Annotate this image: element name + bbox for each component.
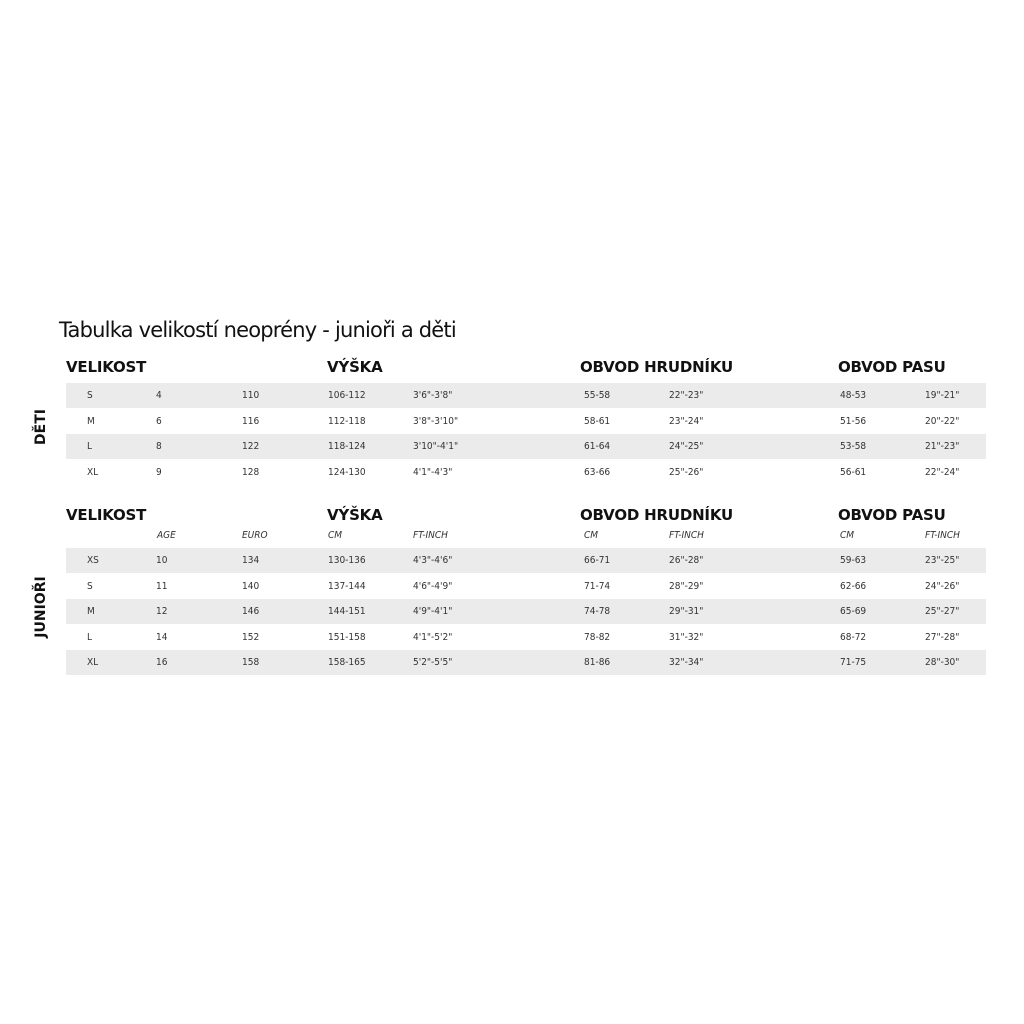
cell-chest-cm: 61-64 — [584, 441, 611, 452]
cell-euro: 152 — [242, 631, 260, 643]
cell-age: 8 — [156, 441, 162, 452]
cell-age: 9 — [156, 466, 162, 478]
cell-waist-ft-inch: 22"-24" — [925, 466, 960, 478]
cell-chest-ft-inch: 24"-25" — [669, 441, 704, 452]
cell-age: 12 — [156, 606, 168, 617]
table-row — [66, 599, 986, 624]
cell-chest-ft-inch: 32"-34" — [669, 657, 704, 668]
cell-size: S — [87, 390, 93, 401]
table-row — [66, 548, 986, 573]
table-row — [66, 574, 986, 599]
cell-height-ft-inch: 3'6"-3'8" — [413, 390, 453, 401]
cell-waist-cm: 68-72 — [840, 631, 867, 643]
cell-waist-ft-inch: 28"-30" — [925, 657, 960, 668]
table-row — [66, 409, 986, 434]
page-title: Tabulka velikostí neoprény - junioři a děti — [59, 318, 456, 342]
cell-waist-cm: 51-56 — [840, 415, 867, 427]
cell-chest-cm: 81-86 — [584, 657, 611, 668]
column-header-obvod-hrudniku-juniori: OBVOD HRUDNÍKU — [580, 506, 733, 524]
cell-height-ft-inch: 4'3"-4'6" — [413, 555, 453, 566]
cell-waist-ft-inch: 23"-25" — [925, 555, 960, 566]
cell-euro: 128 — [242, 466, 260, 478]
cell-waist-cm: 65-69 — [840, 606, 867, 617]
cell-size: S — [87, 580, 93, 592]
column-header-velikost-juniori: VELIKOST — [66, 506, 147, 524]
cell-waist-cm: 71-75 — [840, 657, 867, 668]
cell-height-ft-inch: 4'9"-4'1" — [413, 606, 453, 617]
cell-age: 6 — [156, 415, 162, 427]
column-header-vyska-juniori: VÝŠKA — [327, 506, 383, 524]
cell-height-ft-inch: 5'2"-5'5" — [413, 657, 453, 668]
cell-height-ft-inch: 4'1"-4'3" — [413, 466, 453, 478]
cell-height-cm: 151-158 — [328, 631, 366, 643]
column-header-vyska: VÝŠKA — [327, 358, 383, 376]
table-row — [66, 383, 986, 408]
column-header-obvod-pasu-juniori: OBVOD PASU — [838, 506, 946, 524]
cell-chest-cm: 66-71 — [584, 555, 611, 566]
cell-size: M — [87, 415, 95, 427]
cell-euro: 140 — [242, 580, 260, 592]
cell-waist-ft-inch: 20"-22" — [925, 415, 960, 427]
cell-height-cm: 124-130 — [328, 466, 366, 478]
table-row — [66, 434, 986, 459]
table-row — [66, 625, 986, 650]
cell-euro: 146 — [242, 606, 260, 617]
cell-chest-ft-inch: 29"-31" — [669, 606, 704, 617]
cell-age: 4 — [156, 390, 162, 401]
cell-waist-cm: 56-61 — [840, 466, 867, 478]
column-header-velikost: VELIKOST — [66, 358, 147, 376]
sub-header-height-ft-inch: FT-INCH — [413, 530, 448, 541]
cell-waist-cm: 48-53 — [840, 390, 867, 401]
sub-header-euro: EURO — [242, 530, 268, 541]
cell-waist-ft-inch: 24"-26" — [925, 580, 960, 592]
cell-chest-ft-inch: 31"-32" — [669, 631, 704, 643]
cell-height-ft-inch: 3'10"-4'1" — [413, 441, 459, 452]
cell-chest-cm: 78-82 — [584, 631, 611, 643]
cell-chest-ft-inch: 23"-24" — [669, 415, 704, 427]
cell-height-cm: 144-151 — [328, 606, 366, 617]
cell-size: L — [87, 441, 93, 452]
cell-chest-cm: 55-58 — [584, 390, 611, 401]
cell-height-cm: 130-136 — [328, 555, 366, 566]
table-row — [66, 650, 986, 675]
cell-waist-ft-inch: 19"-21" — [925, 390, 960, 401]
table-row — [66, 460, 986, 485]
cell-height-cm: 106-112 — [328, 390, 366, 401]
cell-age: 11 — [156, 580, 168, 592]
cell-waist-cm: 53-58 — [840, 441, 867, 452]
cell-age: 10 — [156, 555, 168, 566]
cell-height-ft-inch: 3'8"-3'10" — [413, 415, 459, 427]
sub-header-age: AGE — [157, 530, 176, 541]
cell-waist-ft-inch: 25"-27" — [925, 606, 960, 617]
cell-euro: 134 — [242, 555, 260, 566]
cell-size: XL — [87, 466, 99, 478]
cell-height-ft-inch: 4'1"-5'2" — [413, 631, 453, 643]
cell-height-ft-inch: 4'6"-4'9" — [413, 580, 453, 592]
cell-size: XL — [87, 657, 99, 668]
cell-chest-ft-inch: 28"-29" — [669, 580, 704, 592]
cell-age: 14 — [156, 631, 168, 643]
cell-euro: 158 — [242, 657, 260, 668]
cell-chest-cm: 63-66 — [584, 466, 611, 478]
cell-height-cm: 158-165 — [328, 657, 366, 668]
sub-header-height-cm: CM — [328, 530, 343, 541]
cell-waist-cm: 62-66 — [840, 580, 867, 592]
cell-chest-ft-inch: 22"-23" — [669, 390, 704, 401]
column-header-obvod-hrudniku: OBVOD HRUDNÍKU — [580, 358, 733, 376]
column-header-obvod-pasu: OBVOD PASU — [838, 358, 946, 376]
cell-waist-ft-inch: 27"-28" — [925, 631, 960, 643]
cell-chest-cm: 74-78 — [584, 606, 611, 617]
cell-height-cm: 118-124 — [328, 441, 366, 452]
section-label-juniori: JUNIOŘI — [33, 576, 49, 638]
sub-header-chest-ft-inch: FT-INCH — [669, 530, 704, 541]
cell-size: M — [87, 606, 95, 617]
sub-header-waist-ft-inch: FT-INCH — [925, 530, 960, 541]
cell-chest-cm: 71-74 — [584, 580, 611, 592]
cell-height-cm: 137-144 — [328, 580, 366, 592]
cell-chest-ft-inch: 26"-28" — [669, 555, 704, 566]
cell-euro: 122 — [242, 441, 260, 452]
cell-size: XS — [87, 555, 99, 566]
cell-chest-ft-inch: 25"-26" — [669, 466, 704, 478]
cell-euro: 116 — [242, 415, 260, 427]
cell-euro: 110 — [242, 390, 260, 401]
cell-waist-ft-inch: 21"-23" — [925, 441, 960, 452]
section-label-deti: DĚTI — [33, 409, 49, 445]
cell-size: L — [87, 631, 93, 643]
cell-waist-cm: 59-63 — [840, 555, 867, 566]
cell-chest-cm: 58-61 — [584, 415, 611, 427]
cell-age: 16 — [156, 657, 168, 668]
cell-height-cm: 112-118 — [328, 415, 366, 427]
sub-header-waist-cm: CM — [840, 530, 855, 541]
sub-header-chest-cm: CM — [584, 530, 599, 541]
